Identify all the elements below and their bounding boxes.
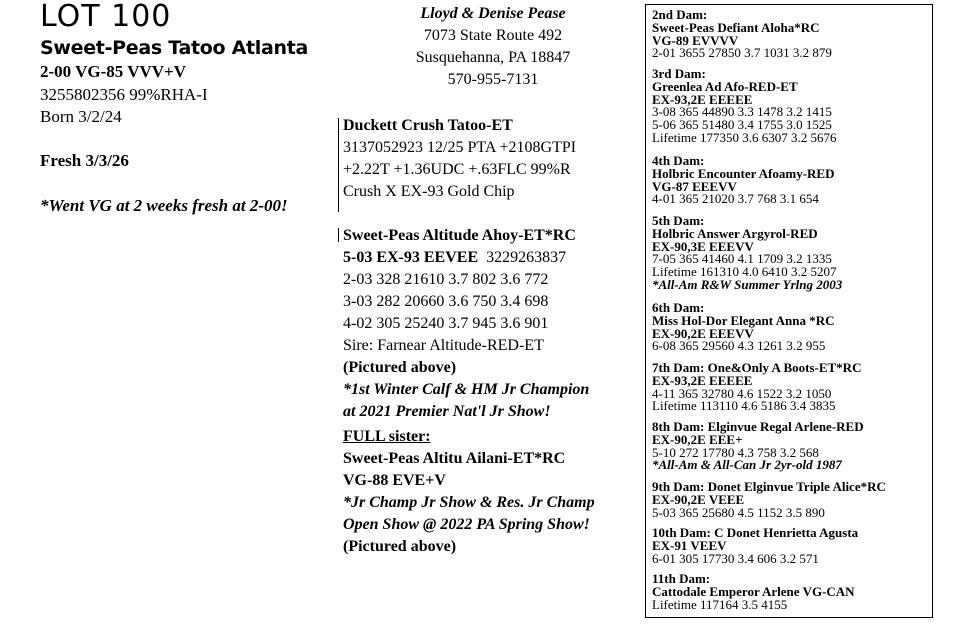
dam-record: 4-02 305 25240 3.7 945 3.6 901 [343, 315, 549, 332]
dam-registration: 3229263837 [486, 249, 567, 266]
dam-entry-score: EX-90,2E EEEVV [652, 325, 754, 341]
owner-phone: 570-955-7131 [447, 71, 539, 88]
lot-registration: 3255802356 99%RHA-I [40, 85, 208, 104]
dam-entry-record: 3-08 365 44890 3.3 1478 3.2 1415 [652, 104, 832, 120]
dam-entry-record: 5-03 365 25680 4.5 1152 3.5 890 [652, 504, 825, 520]
owner-city: Susquehanna, PA 18847 [415, 49, 571, 66]
sister-note: Open Show @ 2022 PA Spring Show! [343, 516, 590, 533]
dam-entry-score: EX-93,2E EEEEE [652, 372, 753, 388]
dam-entry-record: Lifetime 177350 3.6 6307 3.2 5676 [652, 129, 837, 145]
dam-heading: 11th Dam: [652, 571, 711, 586]
sire-divider [338, 118, 339, 212]
dam-entry-6 [652, 302, 932, 353]
dam-score: 5-03 EX-93 EEVEE [343, 249, 479, 266]
dam-entry-record: 5-06 365 51480 3.4 1755 3.0 1525 [652, 117, 832, 133]
dam-note: at 2021 Premier Nat'l Jr Show! [343, 403, 551, 420]
sister-note: *Jr Champ Jr Show & Res. Jr Champ [343, 494, 595, 511]
dam-entry-name: Miss Hol-Dor Elegant Anna *RC [652, 312, 835, 328]
dam-entry-score: EX-93,2E EEEEE [652, 91, 753, 107]
dam-score-line [343, 247, 633, 269]
dam-pictured: (Pictured above) [343, 359, 457, 376]
sister-name: Sweet-Peas Altitu Ailani-ET*RC [343, 450, 566, 467]
dam-entry-name: Cattodale Emperor Arlene VG-CAN [652, 583, 855, 599]
lot-note: *Went VG at 2 weeks fresh at 2-00! [40, 196, 288, 215]
dam-entry-name: Greenlea Ad Afo-RED-ET [652, 78, 798, 94]
sire-name: Duckett Crush Tatoo-ET [343, 117, 513, 134]
dam-entry-name: Holbric Encounter Afoamy-RED [652, 165, 835, 181]
dam-heading: 4th Dam: [652, 153, 705, 168]
dam-entry-8 [652, 421, 932, 472]
dam-entry-name: Holbric Answer Argyrol-RED [652, 225, 818, 241]
dam-sire: Sire: Farnear Altitude-RED-ET [343, 337, 544, 354]
dam-heading: 5th Dam: [652, 213, 705, 228]
dam-heading: 10th Dam: C Donet Henrietta Agusta [652, 525, 859, 540]
dam-heading: 2nd Dam: [652, 7, 708, 22]
dam-entry-10 [652, 527, 932, 565]
dam-entry-score: VG-89 EVVVV [652, 32, 739, 48]
dam-entry-4 [652, 155, 932, 206]
dam-record: 2-03 328 21610 3.7 802 3.6 772 [343, 271, 549, 288]
dam-entry-9 [652, 481, 932, 519]
sister-pictured: (Pictured above) [343, 538, 457, 555]
dam-entry-record: 4-01 365 21020 3.7 768 3.1 654 [652, 191, 819, 207]
lot-score: 2-00 VG-85 VVV+V [40, 62, 187, 81]
sire-line: Crush X EX-93 Gold Chip [343, 183, 515, 200]
lot-fresh-date: Fresh 3/3/26 [40, 151, 129, 170]
dam-entry-record: Lifetime 113110 4.6 5186 3.4 3835 [652, 398, 836, 414]
dam-entry-3 [652, 68, 932, 145]
dam-entry-score: EX-90,3E EEEVV [652, 238, 754, 254]
dam-entry-7 [652, 362, 932, 413]
dam-entry-record: 7-05 365 41460 4.1 1709 3.2 1335 [652, 251, 832, 267]
dam-note: *1st Winter Calf & HM Jr Champion [343, 381, 590, 398]
dam-entry-5 [652, 215, 932, 292]
dam-name: Sweet-Peas Altitude Ahoy-ET*RC [343, 227, 576, 244]
dam-entry-score: EX-90,2E EEE+ [652, 431, 743, 447]
dam-entry-11 [652, 573, 932, 611]
dam-entry-award: *All-Am & All-Can Jr 2yr-old 1987 [652, 457, 842, 473]
dam-entry-record: 5-10 272 17780 4.3 758 3.2 568 [652, 444, 819, 460]
dam-entry-record: Lifetime 117164 3.5 4155 [652, 596, 788, 612]
dam-heading: 8th Dam: Elginvue Regal Arlene-RED [652, 419, 864, 434]
sire-line: 3137052923 12/25 PTA +2108GTPI [343, 139, 577, 156]
dam-entry-record: 4-11 365 32780 4.6 1522 3.2 1050 [652, 385, 832, 401]
dam-entry-record: 6-08 365 29560 4.3 1261 3.2 955 [652, 338, 826, 354]
lot-number: LOT 100 [40, 0, 172, 34]
dam-record: 3-03 282 20660 3.6 750 3.4 698 [343, 293, 549, 310]
dam-heading: 3rd Dam: [652, 66, 706, 81]
dam-heading: 9th Dam: Donet Elginvue Triple Alice*RC [652, 479, 886, 494]
dam-entry-record: 2-01 3655 27850 3.7 1031 3.2 879 [652, 45, 832, 61]
dam-entry-record: Lifetime 161310 4.0 6410 3.2 5207 [652, 264, 837, 280]
sister-heading: FULL sister: [343, 428, 431, 445]
dam-entry-record: 6-01 305 17730 3.4 606 3.2 571 [652, 550, 819, 566]
dam-heading: 6th Dam: [652, 300, 705, 315]
dam-entry-score: EX-90,2E VEEE [652, 491, 745, 507]
dam-heading: 7th Dam: One&Only A Boots-ET*RC [652, 360, 862, 375]
sister-score: VG-88 EVE+V [343, 472, 446, 489]
sire-line: +2.22T +1.36UDC +.63FLC 99%R [343, 161, 571, 178]
dam-entry-award: *All-Am R&W Summer Yrlng 2003 [652, 276, 843, 292]
pedigree-box [645, 4, 933, 618]
dam-entry-score: VG-87 EEEVV [652, 178, 737, 194]
dam-entry-score: EX-91 VEEV [652, 537, 727, 553]
owner-street: 7073 State Route 492 [423, 27, 563, 44]
dam-entry-name: Sweet-Peas Defiant Aloha*RC [652, 19, 820, 35]
dam-entry-2 [652, 9, 932, 60]
lot-animal-name: Sweet-Peas Tatoo Atlanta [40, 37, 309, 59]
lot-birth-date: Born 3/2/24 [40, 107, 122, 126]
dam-divider [338, 228, 339, 242]
owner-name: Lloyd & Denise Pease [420, 5, 566, 22]
